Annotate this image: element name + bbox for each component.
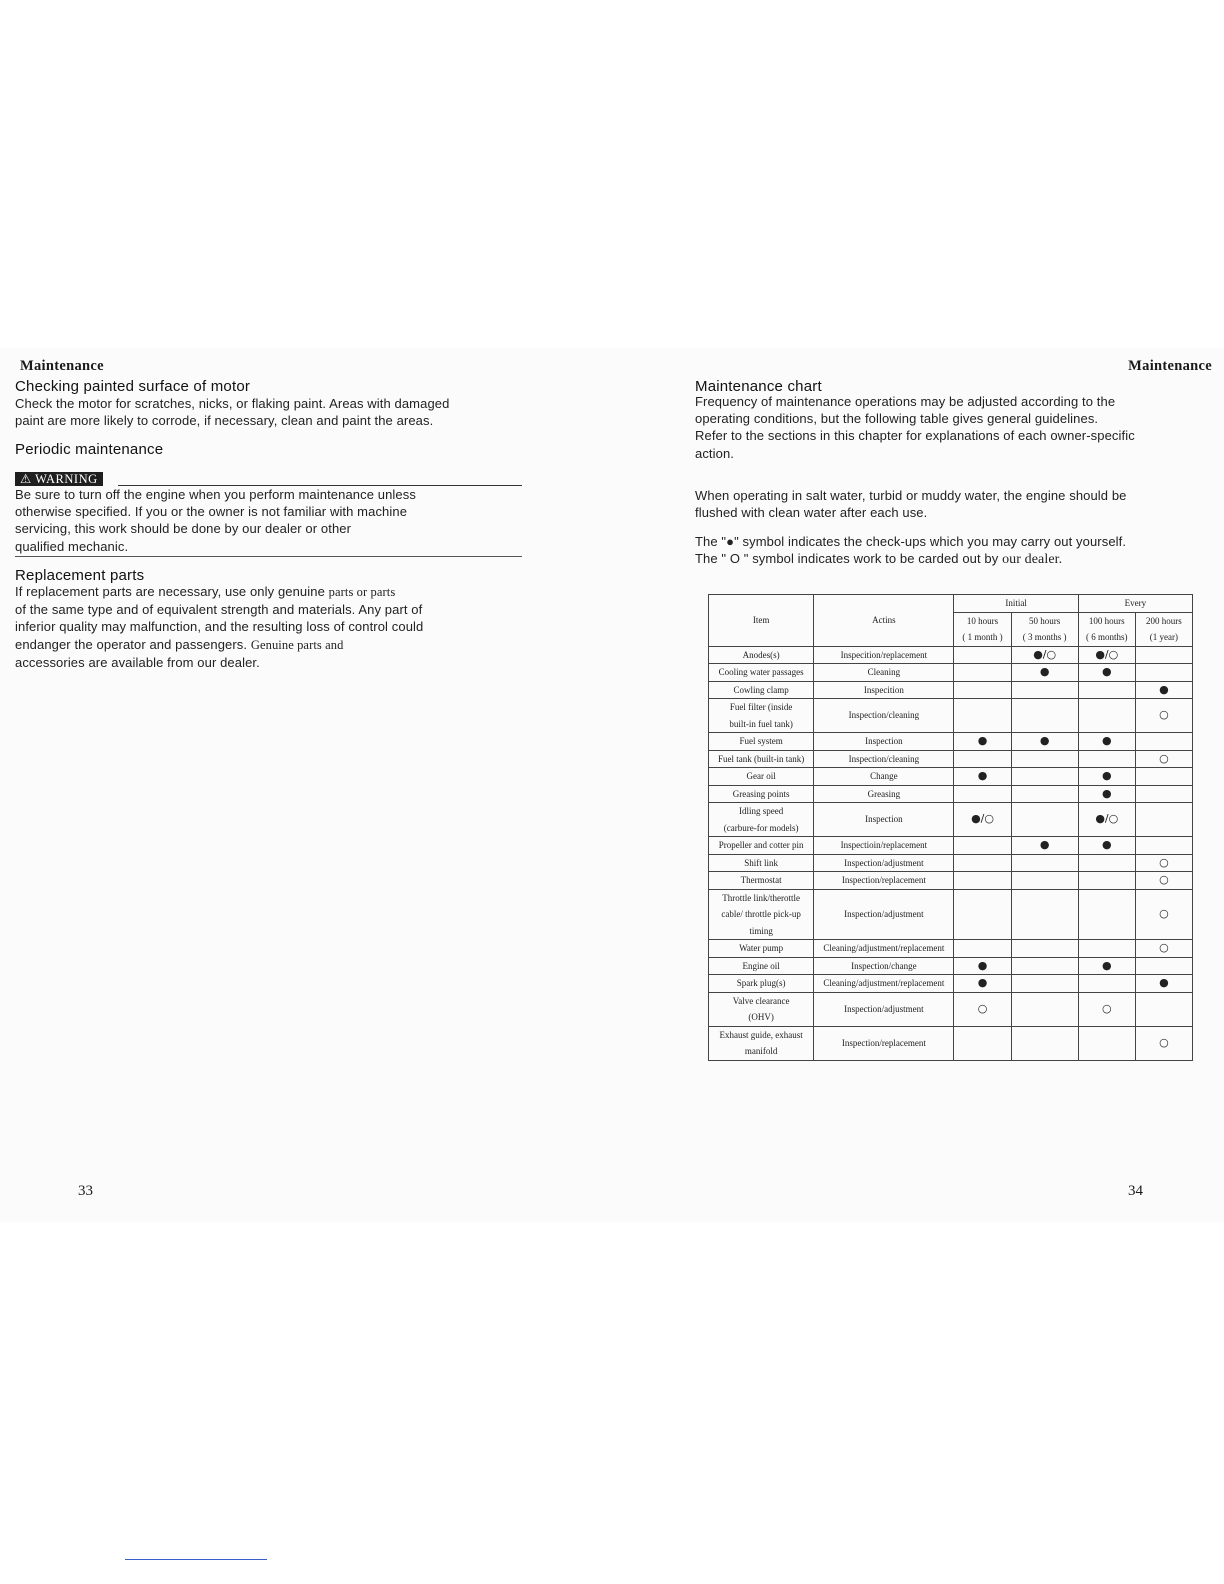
cell-action: Inspection/adjustment xyxy=(814,992,954,1026)
cell-item-line: Shift link xyxy=(744,857,778,868)
header-200-hours-sub: (1 year) xyxy=(1135,629,1192,646)
cell-action: Cleaning xyxy=(814,664,954,682)
cell-action: Cleaning/adjustment/replacement xyxy=(814,940,954,958)
cell-item-line: Propeller and cotter pin xyxy=(718,840,804,850)
cell-200-hours-symbol xyxy=(1135,992,1192,1026)
cell-100-hours-symbol: ●/○ xyxy=(1078,803,1135,837)
page-number: 34 xyxy=(1128,1183,1143,1199)
cell-100-hours-symbol: ○ xyxy=(1078,992,1135,1026)
cell-50-hours-symbol: ● xyxy=(1011,664,1078,682)
cell-item xyxy=(709,681,814,699)
text-line: The "●" symbol indicates the check-ups which you may carry out yourself. xyxy=(695,534,1127,549)
cell-item xyxy=(709,957,814,975)
cell-item-line: cable/ throttle pick-up xyxy=(721,909,801,919)
cell-200-hours-symbol: ○ xyxy=(1135,1026,1192,1060)
cell-50-hours-symbol xyxy=(1011,785,1078,803)
cell-50-hours-symbol xyxy=(1011,699,1078,733)
cell-item-line: (carbure-for models) xyxy=(723,822,799,833)
text-line: When operating in salt water, turbid or muddy water, the engine should be xyxy=(695,488,1127,503)
cell-item-line: Cowling clamp xyxy=(733,684,789,695)
text-span: our dealer. xyxy=(1002,552,1063,568)
cell-200-hours-symbol xyxy=(1135,646,1192,664)
cell-50-hours-symbol xyxy=(1011,957,1078,975)
cell-10-hours-symbol xyxy=(954,750,1011,768)
cell-50-hours-symbol xyxy=(1011,889,1078,940)
cell-item xyxy=(709,854,814,872)
cell-item-line: timing xyxy=(749,925,773,936)
section-title-replacement: Replacement parts xyxy=(15,567,145,584)
table-row xyxy=(709,664,1193,682)
cell-item-line: built-in fuel tank) xyxy=(729,718,793,729)
chart-intro-text xyxy=(695,393,1135,462)
text-line: flushed with clean water after each use. xyxy=(695,505,928,521)
cell-item-line: Gear oil xyxy=(746,771,776,781)
cell-50-hours-symbol xyxy=(1011,992,1078,1026)
cell-50-hours-symbol xyxy=(1011,940,1078,958)
cell-item xyxy=(709,975,814,993)
table-row xyxy=(709,750,1193,768)
table-row xyxy=(709,803,1193,837)
table-body xyxy=(709,646,1193,1060)
cell-action: Cleaning/adjustment/replacement xyxy=(814,975,954,993)
text-span: The " O " symbol indicates work to be carded out by xyxy=(695,551,1003,567)
cell-10-hours-symbol xyxy=(954,646,1011,664)
section-title-maintenance-chart: Maintenance chart xyxy=(695,378,822,395)
header-10-hours: 10 hours xyxy=(954,612,1011,629)
cell-10-hours-symbol xyxy=(954,940,1011,958)
cell-200-hours-symbol: ○ xyxy=(1135,854,1192,872)
cell-100-hours-symbol xyxy=(1078,975,1135,993)
cell-10-hours-symbol: ● xyxy=(954,957,1011,975)
manual-spread xyxy=(0,348,1224,1222)
cell-200-hours-symbol xyxy=(1135,803,1192,837)
cell-200-hours-symbol: ○ xyxy=(1135,940,1192,958)
text-line: Frequency of maintenance operations may be adjusted according to the xyxy=(695,394,1116,409)
replacement-text xyxy=(15,583,423,671)
text-span: our dealer. xyxy=(197,654,260,670)
warning-bottom-rule xyxy=(15,556,522,557)
cell-item-line: Cooling water passages xyxy=(718,667,804,677)
cell-10-hours-symbol: ○ xyxy=(954,992,1011,1026)
cell-10-hours-symbol xyxy=(954,854,1011,872)
cell-50-hours-symbol xyxy=(1011,750,1078,768)
text-line: of the same type and of equivalent strength and materials. Any part of xyxy=(15,602,423,618)
cell-action: Inspection/cleaning xyxy=(814,699,954,733)
text-line: Refer to the sections in this chapter for explanations of each owner-specific xyxy=(695,428,1135,444)
cell-200-hours-symbol xyxy=(1135,733,1192,751)
table-row xyxy=(709,992,1193,1026)
cell-200-hours-symbol: ● xyxy=(1135,975,1192,993)
table-row xyxy=(709,768,1193,786)
page-33 xyxy=(0,348,612,1222)
text-line: qualified mechanic. xyxy=(15,538,129,554)
cell-item xyxy=(709,785,814,803)
header-item: Item xyxy=(709,595,814,647)
cell-item xyxy=(709,872,814,890)
cell-50-hours-symbol xyxy=(1011,975,1078,993)
cell-action: Inspectioin/replacement xyxy=(814,837,954,855)
symbol-legend xyxy=(695,533,1126,568)
cell-100-hours-symbol xyxy=(1078,940,1135,958)
header-10-hours-sub: ( 1 month ) xyxy=(954,629,1011,646)
cell-action: Inspection/replacement xyxy=(814,872,954,890)
text-line xyxy=(695,550,1126,568)
table-header-row xyxy=(709,595,1193,613)
cell-item xyxy=(709,646,814,664)
header-50-hours-sub: ( 3 months ) xyxy=(1011,629,1078,646)
cell-10-hours-symbol xyxy=(954,664,1011,682)
cell-action: Inspection/adjustment xyxy=(814,889,954,940)
table-row xyxy=(709,733,1193,751)
section-title-painted-surface: Checking painted surface of motor xyxy=(15,378,251,395)
cell-50-hours-symbol xyxy=(1011,1026,1078,1060)
cell-item xyxy=(709,889,814,940)
cell-10-hours-symbol: ● xyxy=(954,768,1011,786)
text-line: Be sure to turn off the engine when you perform maintenance unless xyxy=(15,487,416,502)
text-line: inferior quality may malfunction, and the resulting loss of control could xyxy=(15,619,424,635)
cell-item-line: Fuel filter (inside xyxy=(729,702,793,712)
cell-item-line: Idling speed xyxy=(738,806,784,816)
cell-200-hours-symbol: ○ xyxy=(1135,750,1192,768)
cell-action: Inspection/adjustment xyxy=(814,854,954,872)
cell-200-hours-symbol xyxy=(1135,837,1192,855)
header-100-hours: 100 hours xyxy=(1078,612,1135,629)
cell-50-hours-symbol: ●/○ xyxy=(1011,646,1078,664)
text-line: operating conditions, but the following table gives general guidelines. xyxy=(695,411,1099,427)
warning-badge: ⚠ WARNING xyxy=(15,472,103,486)
cell-item-line: (OHV) xyxy=(748,1012,774,1022)
text-line: otherwise specified. If you or the owner is not familiar with machine xyxy=(15,504,408,520)
cell-100-hours-symbol xyxy=(1078,1026,1135,1060)
text-line: Check the motor for scratches, nicks, or flaking paint. Areas with damaged xyxy=(15,396,450,411)
header-100-hours-sub: ( 6 months) xyxy=(1078,629,1135,646)
table-row xyxy=(709,1026,1193,1060)
table-row xyxy=(709,889,1193,940)
cell-item xyxy=(709,940,814,958)
cell-10-hours-symbol xyxy=(954,1026,1011,1060)
header-actions: Actins xyxy=(814,595,954,647)
cell-10-hours-symbol xyxy=(954,872,1011,890)
cell-item-line: Fuel system xyxy=(739,736,783,746)
table-row xyxy=(709,975,1193,993)
warning-text xyxy=(15,486,416,555)
cell-item xyxy=(709,733,814,751)
header-every: Every xyxy=(1078,595,1192,613)
cell-100-hours-symbol xyxy=(1078,854,1135,872)
cell-100-hours-symbol: ●/○ xyxy=(1078,646,1135,664)
cell-item-line: manifold xyxy=(744,1046,778,1056)
cell-action: Change xyxy=(814,768,954,786)
text-line xyxy=(15,583,423,601)
text-span: endanger the operator and passengers. xyxy=(15,636,251,652)
cell-action: Inspecition xyxy=(814,681,954,699)
cell-200-hours-symbol: ○ xyxy=(1135,699,1192,733)
page-34 xyxy=(612,348,1224,1222)
table-row xyxy=(709,940,1193,958)
cell-item xyxy=(709,750,814,768)
cell-100-hours-symbol xyxy=(1078,889,1135,940)
cell-item-line: Anodes(s) xyxy=(742,649,780,660)
cell-item-line: Spark plug(s) xyxy=(736,978,786,988)
cell-item xyxy=(709,699,814,733)
cell-action: Inspection/replacement xyxy=(814,1026,954,1060)
cell-100-hours-symbol: ● xyxy=(1078,785,1135,803)
text-line: action. xyxy=(695,445,735,461)
cell-item xyxy=(709,803,814,837)
cell-50-hours-symbol xyxy=(1011,872,1078,890)
cell-item xyxy=(709,992,814,1026)
cell-item xyxy=(709,768,814,786)
cell-50-hours-symbol: ● xyxy=(1011,733,1078,751)
cell-action: Inspection/cleaning xyxy=(814,750,954,768)
cell-50-hours-symbol xyxy=(1011,803,1078,837)
salt-water-note xyxy=(695,487,1127,521)
cell-item xyxy=(709,664,814,682)
cell-50-hours-symbol: ● xyxy=(1011,837,1078,855)
cell-item-line: Water pump xyxy=(739,943,784,953)
cell-200-hours-symbol: ○ xyxy=(1135,889,1192,940)
cell-200-hours-symbol xyxy=(1135,664,1192,682)
table-row xyxy=(709,785,1193,803)
page-number: 33 xyxy=(78,1183,93,1199)
cell-item-line: Engine oil xyxy=(742,960,780,971)
header-200-hours: 200 hours xyxy=(1135,612,1192,629)
cell-100-hours-symbol xyxy=(1078,681,1135,699)
section-title-periodic: Periodic maintenance xyxy=(15,441,164,458)
cell-50-hours-symbol xyxy=(1011,681,1078,699)
cell-item-line: Valve clearance xyxy=(732,995,790,1006)
cell-item-line: Throttle link/therottle xyxy=(722,892,800,903)
cell-10-hours-symbol xyxy=(954,889,1011,940)
cell-10-hours-symbol xyxy=(954,785,1011,803)
text-span: parts or parts xyxy=(328,585,396,599)
maintenance-chart-table xyxy=(708,594,1193,1061)
cell-100-hours-symbol xyxy=(1078,750,1135,768)
text-span: If replacement parts are necessary, use only genuine xyxy=(15,584,329,599)
cell-10-hours-symbol xyxy=(954,681,1011,699)
cell-200-hours-symbol xyxy=(1135,957,1192,975)
table-row xyxy=(709,872,1193,890)
painted-surface-text xyxy=(15,395,449,429)
cell-50-hours-symbol xyxy=(1011,854,1078,872)
cell-200-hours-symbol: ○ xyxy=(1135,872,1192,890)
cell-10-hours-symbol xyxy=(954,837,1011,855)
cell-item-line: Fuel tank (built-in tank) xyxy=(717,753,805,764)
cell-10-hours-symbol: ● xyxy=(954,733,1011,751)
cell-10-hours-symbol xyxy=(954,699,1011,733)
text-span: accessories are available from xyxy=(15,654,198,670)
cell-action: Inspection/change xyxy=(814,957,954,975)
cell-200-hours-symbol xyxy=(1135,785,1192,803)
table-row xyxy=(709,957,1193,975)
table-row xyxy=(709,854,1193,872)
cell-action: Inspection xyxy=(814,733,954,751)
cell-item xyxy=(709,837,814,855)
cell-200-hours-symbol xyxy=(1135,768,1192,786)
cell-action: Greasing xyxy=(814,785,954,803)
left-page-header: Maintenance xyxy=(20,358,104,374)
table-row xyxy=(709,699,1193,733)
cell-action: Inspection xyxy=(814,803,954,837)
cell-100-hours-symbol: ● xyxy=(1078,733,1135,751)
right-page-header: Maintenance xyxy=(1128,358,1212,374)
table-row xyxy=(709,681,1193,699)
text-line: servicing, this work should be done by our dealer or other xyxy=(15,521,352,537)
header-initial: Initial xyxy=(954,595,1078,613)
cell-10-hours-symbol: ● xyxy=(954,975,1011,993)
text-line: paint are more likely to corrode, if necessary, clean and paint the areas. xyxy=(15,413,434,429)
table-row xyxy=(709,646,1193,664)
cell-10-hours-symbol: ●/○ xyxy=(954,803,1011,837)
cell-item-line: Exhaust guide, exhaust xyxy=(719,1029,803,1040)
cell-item xyxy=(709,1026,814,1060)
cell-item-line: Greasing points xyxy=(732,788,790,799)
cell-100-hours-symbol: ● xyxy=(1078,768,1135,786)
cell-100-hours-symbol: ● xyxy=(1078,957,1135,975)
cell-50-hours-symbol xyxy=(1011,768,1078,786)
text-line xyxy=(15,636,423,654)
table-row xyxy=(709,837,1193,855)
divider-line xyxy=(125,1559,267,1560)
text-line xyxy=(15,654,423,671)
cell-item-line: Thermostat xyxy=(740,875,782,885)
cell-100-hours-symbol xyxy=(1078,872,1135,890)
cell-action: Inspecition/replacement xyxy=(814,646,954,664)
text-span: Genuine parts and xyxy=(250,637,344,652)
cell-100-hours-symbol: ● xyxy=(1078,837,1135,855)
cell-100-hours-symbol: ● xyxy=(1078,664,1135,682)
header-50-hours: 50 hours xyxy=(1011,612,1078,629)
cell-200-hours-symbol: ● xyxy=(1135,681,1192,699)
cell-100-hours-symbol xyxy=(1078,699,1135,733)
